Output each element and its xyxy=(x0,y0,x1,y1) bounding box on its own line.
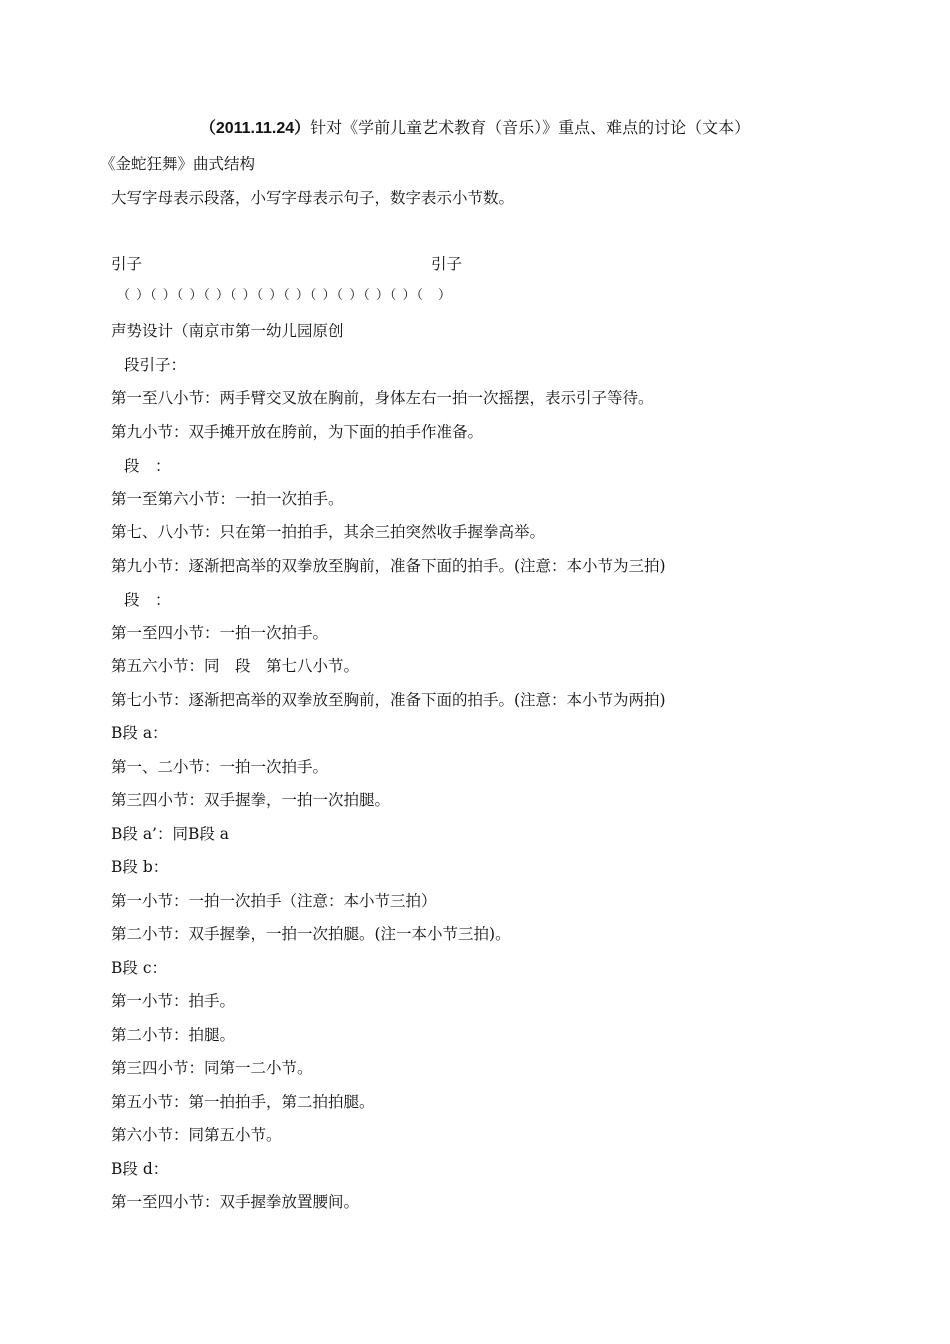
text-line: 第二小节：拍腿。 xyxy=(111,1026,236,1044)
intro-label-right: 引子 xyxy=(431,255,463,273)
title-text: 针对《学前儿童艺术教育（音乐）》重点、难点的讨论（文本） xyxy=(310,118,751,137)
bracket-placeholders: （ ）（ ）（ ）（ ）（ ）（ ）（ ）（ ）（ ）（ ）（ ）（ ） xyxy=(117,288,452,303)
section-heading: 段 ： xyxy=(124,457,171,475)
document-title xyxy=(0,116,950,141)
text-line: 第一至四小节：一拍一次拍手。 xyxy=(111,624,329,642)
title-date: （2011.11.24） xyxy=(199,120,311,137)
section-heading: 段引子： xyxy=(124,356,187,374)
section-heading: B段 a’：同B段 a xyxy=(111,825,230,843)
text-line: 第七小节：逐渐把高举的双拳放至胸前，准备下面的拍手。(注意：本小节为两拍) xyxy=(111,691,666,709)
section-heading: B段 c： xyxy=(111,959,167,977)
section-heading: B段 a： xyxy=(111,724,168,742)
notation-legend: 大写字母表示段落，小写字母表示句子，数字表示小节数。 xyxy=(111,189,515,207)
text-line: 第七、八小节：只在第一拍拍手，其余三拍突然收手握拳高举。 xyxy=(111,523,546,541)
text-line: 第九小节：双手摊开放在胯前，为下面的拍手作准备。 xyxy=(111,423,484,441)
text-line: 第一、二小节：一拍一次拍手。 xyxy=(111,758,329,776)
section-heading: B段 b： xyxy=(111,858,169,876)
text-line: 第一至八小节：两手臂交叉放在胸前，身体左右一拍一次摇摆，表示引子等待。 xyxy=(111,389,654,407)
text-line: 第一至第六小节：一拍一次拍手。 xyxy=(111,490,344,508)
section-heading: 段 ： xyxy=(124,591,171,609)
text-line: 第五六小节：同 段 第七八小节。 xyxy=(111,657,360,675)
text-line: 第六小节：同第五小节。 xyxy=(111,1126,282,1144)
text-line: 第九小节：逐渐把高举的双拳放至胸前，准备下面的拍手。(注意：本小节为三拍) xyxy=(111,557,666,575)
work-title: 《金蛇狂舞》曲式结构 xyxy=(100,155,256,173)
design-heading: 声势设计（南京市第一幼儿园原创 xyxy=(111,322,344,340)
text-line: 第五小节：第一拍拍手，第二拍拍腿。 xyxy=(111,1093,375,1111)
text-line: 第一至四小节：双手握拳放置腰间。 xyxy=(111,1193,360,1211)
text-line: 第一小节：一拍一次拍手（注意：本小节三拍） xyxy=(111,892,437,910)
text-line: 第三四小节：同第一二小节。 xyxy=(111,1059,313,1077)
section-heading: B段 d： xyxy=(111,1160,169,1178)
text-line: 第一小节：拍手。 xyxy=(111,992,236,1010)
text-line: 第二小节：双手握拳，一拍一次拍腿。(注一本小节三拍)。 xyxy=(111,925,511,943)
intro-label-left: 引子 xyxy=(111,255,143,273)
text-line: 第三四小节：双手握拳，一拍一次拍腿。 xyxy=(111,791,391,809)
